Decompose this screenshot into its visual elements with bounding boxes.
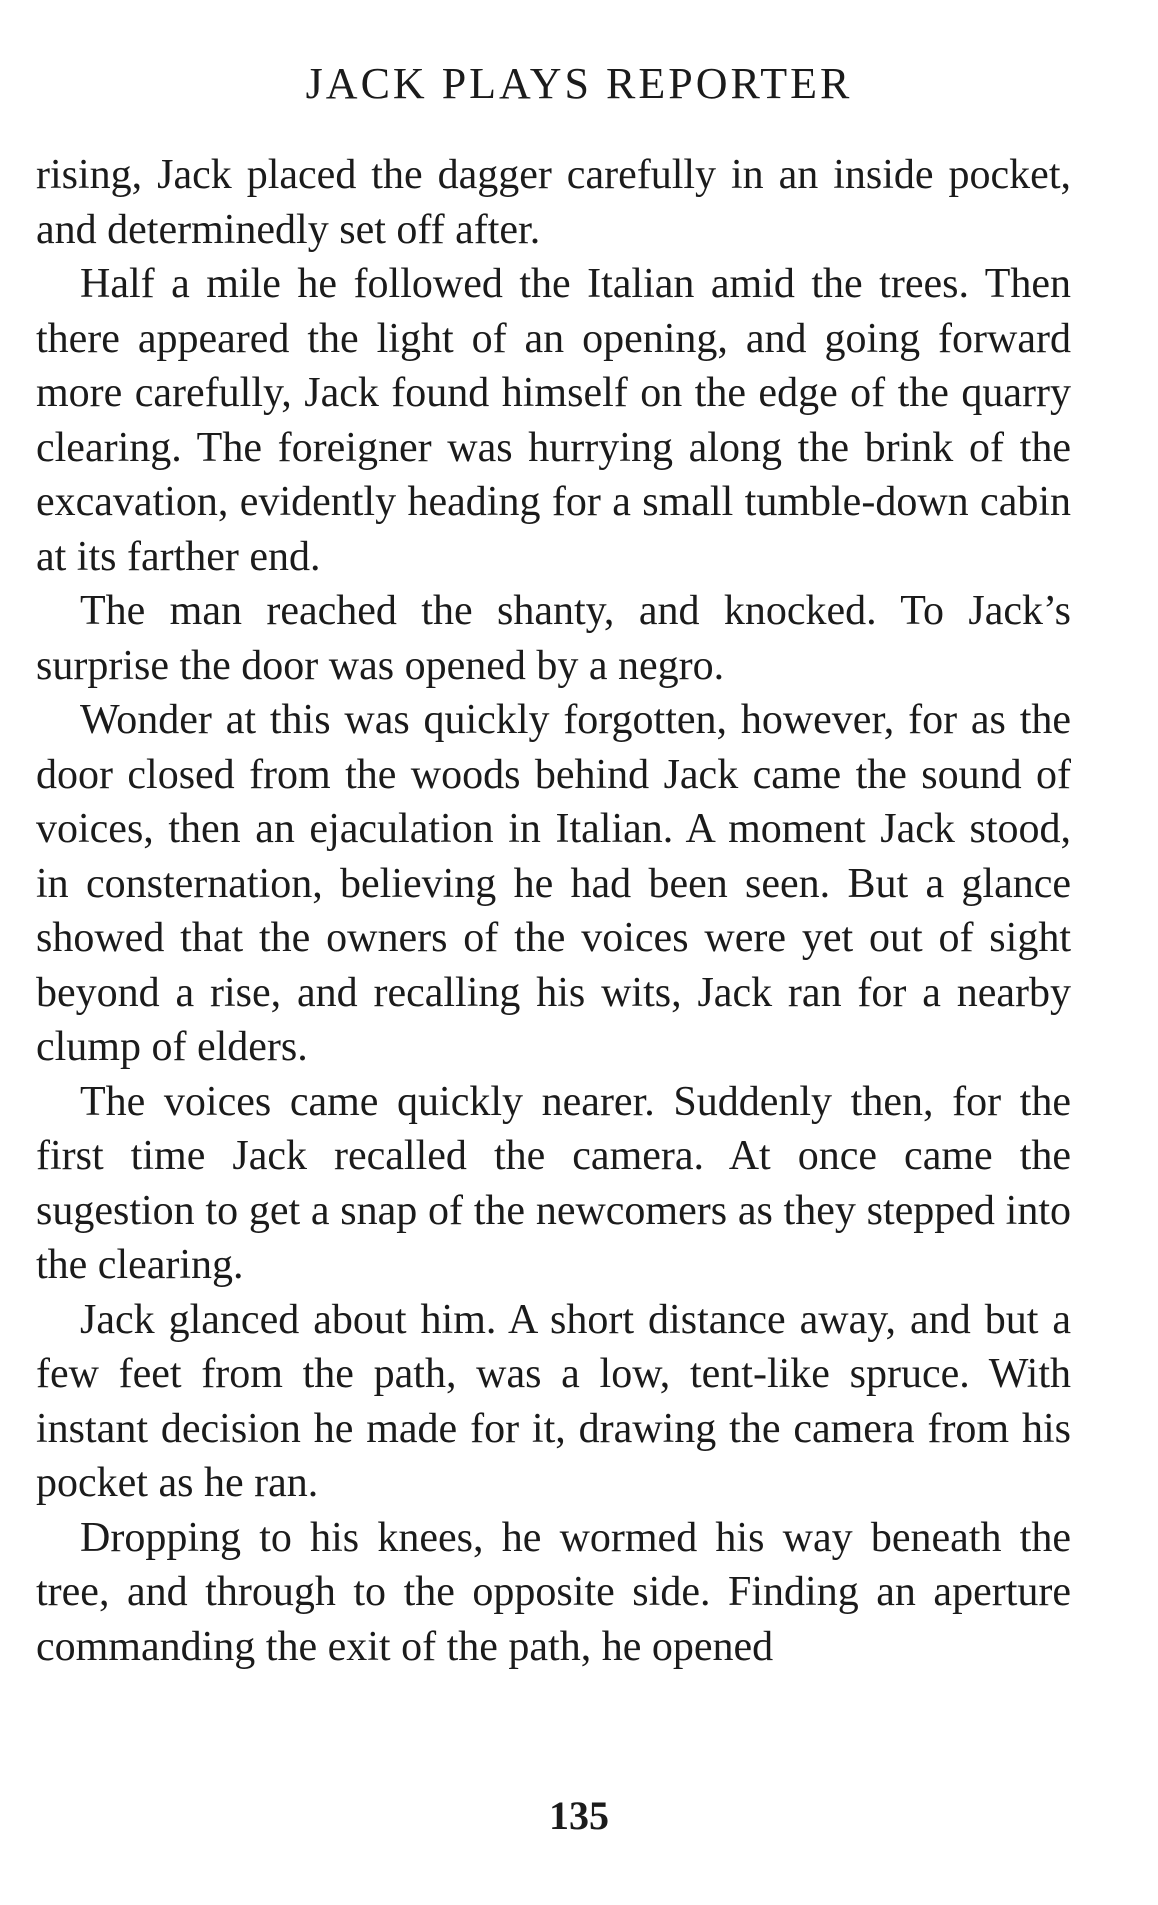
paragraph-4: Wonder at this was quickly forgotten, however, for as the door closed from the woods behind Jack came the sound of voices, then an ejaculation in Italian. A moment Jack stood, in consternation, believing he had been seen. But a glance showed that the owners of the voices were yet out of sight beyond a rise, and recalling his wits, Jack ran for a nearby clump of elders. (36, 697, 1071, 1070)
paragraph-7: Dropping to his knees, he wormed his way beneath the tree, and through to the opposite side. Finding an aperture commanding the exit of the path, he opened (36, 1514, 1071, 1670)
paragraph-6: Jack glanced about him. A short distance away, and but a few feet from the path, was a low, tent-like spruce. With instant decision he made for it, drawing the camera from his pocket as he ran. (36, 1296, 1071, 1506)
paragraph-2: Half a mile he followed the Italian amid the trees. Then there appeared the light of an opening, and going forward more carefully, Jack found himself on the edge of the quarry clearing. The foreigner was hurrying along the brink of the excavation, evidently heading for a small tumble-down cabin at its farther end. (36, 261, 1071, 580)
paragraph-1: rising, Jack placed the dagger carefully in an inside pocket, and determinedly set off after. (36, 152, 1071, 253)
paragraph-3: The man reached the shanty, and knocked. To Jack’s surprise the door was opened by a negro. (36, 588, 1071, 689)
page-number: 135 (549, 1793, 609, 1838)
body-text (36, 148, 1071, 1674)
paragraph-5: The voices came quickly nearer. Suddenly then, for the first time Jack recalled the camera. At once came the sugestion to get a snap of the newcomers as they stepped into the clearing. (36, 1078, 1071, 1288)
running-head: JACK PLAYS REPORTER (305, 59, 853, 108)
